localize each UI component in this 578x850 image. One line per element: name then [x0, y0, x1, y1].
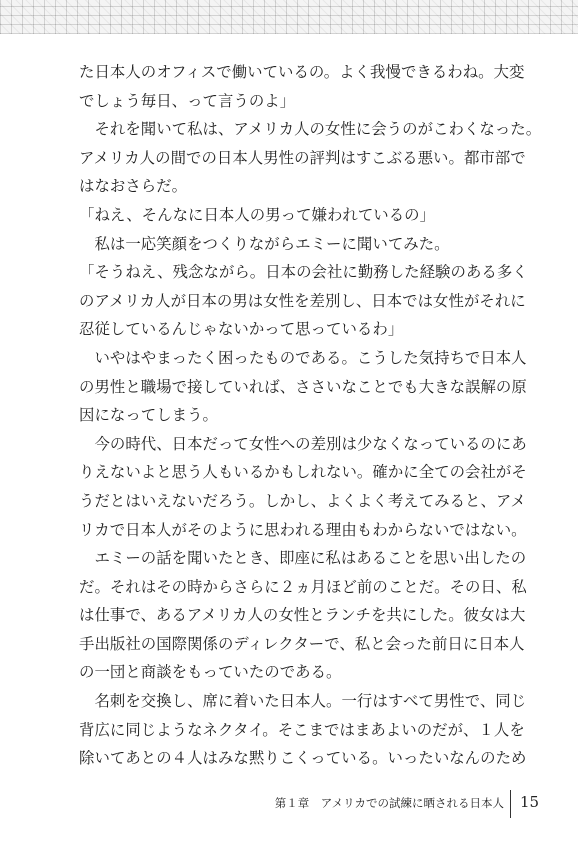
text-line: た日本人のオフィスで働いているの。よく我慢できるわね。大変: [79, 63, 525, 81]
text-line: だ。それはその時からさらに２ヵ月ほど前のことだ。その日、私: [79, 577, 527, 596]
chapter-title: 第１章 アメリカでの試練に晒される日本人: [274, 796, 504, 810]
text-line: はなおさらだ。: [79, 177, 188, 196]
text-line: それを聞いて私は、アメリカ人の女性に会うのがこわくなった。: [79, 120, 542, 139]
text-line: でしょう毎日、って言うのよ」: [79, 91, 296, 110]
text-line: 「ねえ、そんなに日本人の男って嫌われているの」: [79, 205, 436, 224]
text-line: 除いてあとの４人はみな黙りこくっている。いったいなんのため: [79, 749, 527, 768]
text-line: 名刺を交換し、席に着いた日本人。一行はすべて男性で、同じ: [79, 692, 527, 711]
text-line: アメリカ人の間での日本人男性の評判はすこぶる悪い。都市部で: [79, 148, 526, 167]
text-line: いやはやまったく困ったものである。こうした気持ちで日本人: [79, 348, 527, 367]
page-number: 15: [520, 793, 540, 811]
text-line: うだとはいえないだろう。しかし、よくよく考えてみると、アメ: [79, 491, 526, 510]
page-footer: [0, 790, 578, 820]
text-line: 私は一応笑顔をつくりながらエミーに聞いてみた。: [79, 234, 450, 253]
text-line: の一団と商談をもっていたのである。: [79, 663, 342, 682]
header-pattern: [0, 0, 578, 34]
text-line: リカで日本人がそのように思われる理由もわからないではない。: [79, 520, 527, 539]
text-line: の男性と職場で接していれば、ささいなことでも大きな誤解の原: [79, 377, 527, 396]
text-line: 背広に同じようなネクタイ。そこまではまあよいのだが、１人を: [79, 720, 525, 739]
text-line: 手出版社の国際関係のディレクターで、私と会った前日に日本人: [79, 634, 525, 653]
text-line: 因になってしまう。: [79, 406, 218, 425]
text-line: 今の時代、日本だって女性への差別は少なくなっているのにあ: [79, 434, 527, 453]
text-line: 「そうねえ、残念ながら。日本の会社に勤務した経験のある多く: [79, 263, 528, 282]
text-line: エミーの話を聞いたとき、即座に私はあることを思い出したの: [79, 549, 527, 568]
text-line: は仕事で、あるアメリカ人の女性とランチを共にした。彼女は大: [79, 606, 526, 625]
body-text: [79, 58, 542, 773]
text-line: 忍従しているんじゃないかって思っているわ」: [79, 320, 404, 339]
text-line: のアメリカ人が日本の男は女性を差別し、日本では女性がそれに: [79, 291, 526, 310]
text-line: りえないよと思う人もいるかもしれない。確かに全ての会社がそ: [79, 463, 527, 482]
footer-divider: [510, 790, 511, 818]
